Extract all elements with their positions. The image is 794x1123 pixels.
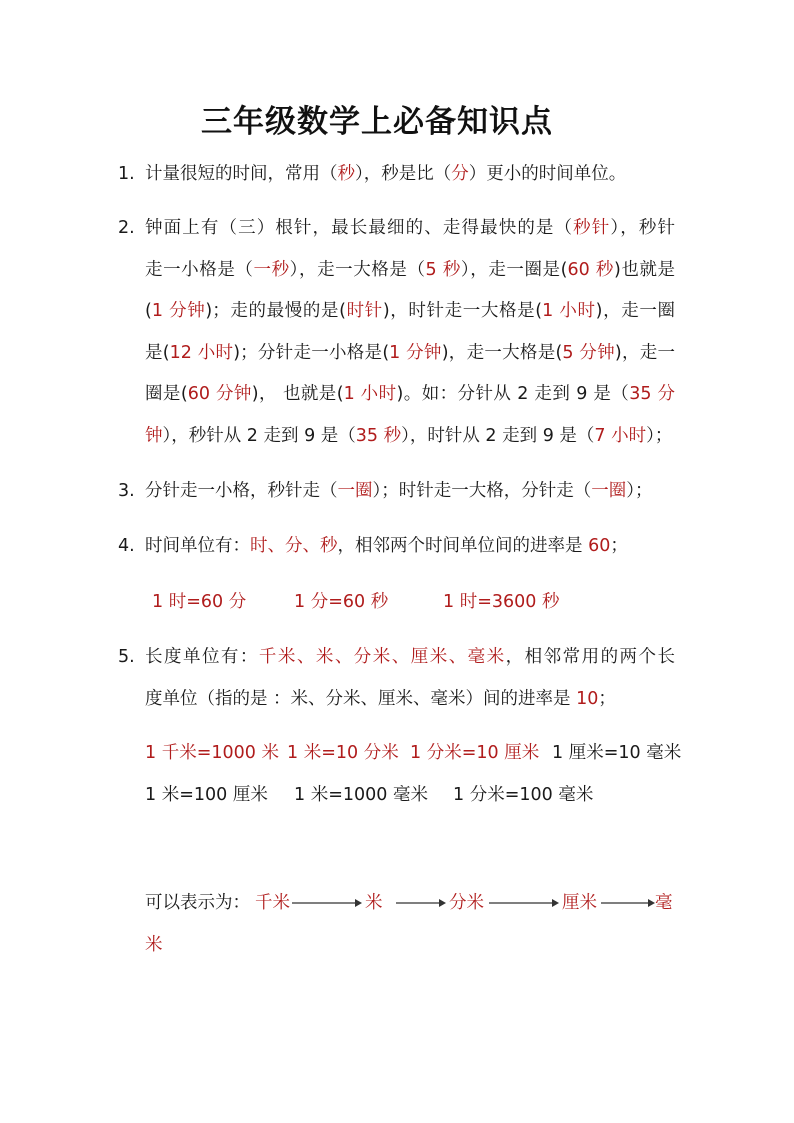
highlight-text: 时针	[345, 301, 383, 321]
item-line	[145, 479, 653, 503]
sequence-unit: 米	[365, 893, 383, 913]
item-number: 2.	[118, 218, 135, 238]
item-line	[145, 162, 626, 186]
highlight-text: 钟	[145, 426, 163, 446]
body-text: )；走的最慢的是(	[205, 301, 346, 321]
body-text: ，相邻两个时间单位间的进率是	[337, 536, 589, 556]
body-text: ）；	[646, 426, 673, 446]
body-text: ）更小的时间单位。	[468, 164, 627, 184]
page-title: 三年级数学上必备知识点	[201, 104, 553, 140]
highlight-text: 一圈	[337, 481, 373, 501]
body-text: )。如：分针从 2 走到 9 是（	[396, 384, 630, 404]
highlight-text: 时、分、秒	[250, 536, 338, 556]
body-text: ；	[598, 689, 616, 709]
item-number: 5.	[118, 647, 135, 667]
body-text: ），秒针	[610, 218, 676, 238]
highlight-text: 1 分钟	[389, 343, 442, 363]
time-conversion: 1 分=60 秒	[294, 592, 389, 612]
body-text: 长度单位有：	[145, 647, 259, 667]
arrow-right-icon	[292, 891, 362, 915]
body-text: 分针走一小格，秒针走（	[145, 481, 338, 501]
highlight-text: 12 小时	[169, 343, 234, 363]
body-text: )；分针走一小格是(	[233, 343, 390, 363]
highlight-text: 60	[588, 536, 611, 556]
item-line	[145, 258, 675, 282]
item-number: 1.	[118, 164, 135, 184]
body-text: 钟面上有（三）根针，最长最细的、走得最快的是（	[145, 218, 574, 238]
item-line	[145, 341, 675, 365]
body-text: 时间单位有：	[145, 536, 250, 556]
body-text: )也就是	[613, 260, 676, 280]
body-text: ）；	[626, 481, 653, 501]
body-text: ），走一圈是(	[460, 260, 568, 280]
sequence-prefix: 可以表示为：	[145, 893, 250, 913]
body-text: ）；时针走一大格，分针走（	[372, 481, 592, 501]
length-conversion: 1 厘米=10 毫米	[552, 743, 682, 763]
highlight-text: 5 分钟	[562, 343, 615, 363]
sequence-unit: 千米	[255, 893, 290, 913]
highlight-text: 千米、米、分米、厘米、毫米	[258, 647, 506, 667]
highlight-text: 1 分钟	[151, 301, 206, 321]
body-text: )，时针走一大格是(	[382, 301, 543, 321]
item-line	[145, 645, 675, 669]
highlight-text: 1 小时	[542, 301, 596, 321]
body-text: 走一小格是（	[145, 260, 254, 280]
arrow-right-icon	[601, 891, 655, 915]
body-text: ），走一大格是（	[289, 260, 426, 280]
sequence-unit: 分米	[449, 893, 484, 913]
length-conversion: 1 米=100 厘米	[145, 785, 268, 805]
item-line	[145, 216, 675, 240]
highlight-text: 10	[576, 689, 599, 709]
highlight-text: 35 分	[629, 384, 675, 404]
body-text: )，走一圈	[595, 301, 675, 321]
body-text: 是(	[145, 343, 170, 363]
body-text: ），时针从 2 走到 9 是（	[401, 426, 595, 446]
highlight-text: 秒	[337, 164, 355, 184]
length-conversion: 1 分米=100 毫米	[453, 785, 594, 805]
length-conversion: 1 米=1000 毫米	[294, 785, 428, 805]
body-text: (	[145, 301, 152, 321]
highlight-text: 5 秒	[425, 260, 461, 280]
body-text: 度单位（指的是 ：米、分米、厘米、毫米）间的进率是	[145, 689, 577, 709]
body-text: )， 也就是(	[251, 384, 344, 404]
item-line	[145, 534, 628, 558]
highlight-text: 一秒	[253, 260, 290, 280]
highlight-text: 60 秒	[567, 260, 614, 280]
highlight-text: 分	[451, 164, 469, 184]
body-text: ），秒针从 2 走到 9 是（	[162, 426, 356, 446]
sequence-unit: 厘米	[562, 893, 597, 913]
highlight-text: 一圈	[591, 481, 627, 501]
highlight-text: 秒针	[573, 218, 611, 238]
body-text: )，走一	[614, 343, 676, 363]
body-text: ），秒是比（	[355, 164, 452, 184]
item-line	[145, 424, 672, 448]
item-line	[145, 299, 675, 323]
sequence-unit-fragment: 毫	[655, 893, 673, 913]
arrow-right-icon	[396, 891, 446, 915]
highlight-text: 7 小时	[594, 426, 647, 446]
highlight-text: 35 秒	[355, 426, 402, 446]
highlight-text: 60 分钟	[187, 384, 252, 404]
length-conversion: 1 米=10 分米	[287, 743, 399, 763]
body-text: 计量很短的时间，常用（	[145, 164, 338, 184]
body-text: ；	[610, 536, 628, 556]
body-text: )，走一大格是(	[441, 343, 563, 363]
item-number: 3.	[118, 481, 135, 501]
body-text: ，相邻常用的两个长	[505, 647, 676, 667]
body-text: 圈是(	[145, 384, 188, 404]
item-line	[145, 382, 675, 406]
highlight-text: 1 小时	[343, 384, 397, 404]
length-conversion: 1 千米=1000 米	[145, 743, 279, 763]
arrow-right-icon	[489, 891, 559, 915]
length-conversion: 1 分米=10 厘米	[410, 743, 540, 763]
sequence-unit-fragment: 米	[145, 935, 163, 955]
item-number: 4.	[118, 536, 135, 556]
time-conversion: 1 时=3600 秒	[443, 592, 560, 612]
item-line	[145, 687, 616, 711]
time-conversion: 1 时=60 分	[152, 592, 247, 612]
